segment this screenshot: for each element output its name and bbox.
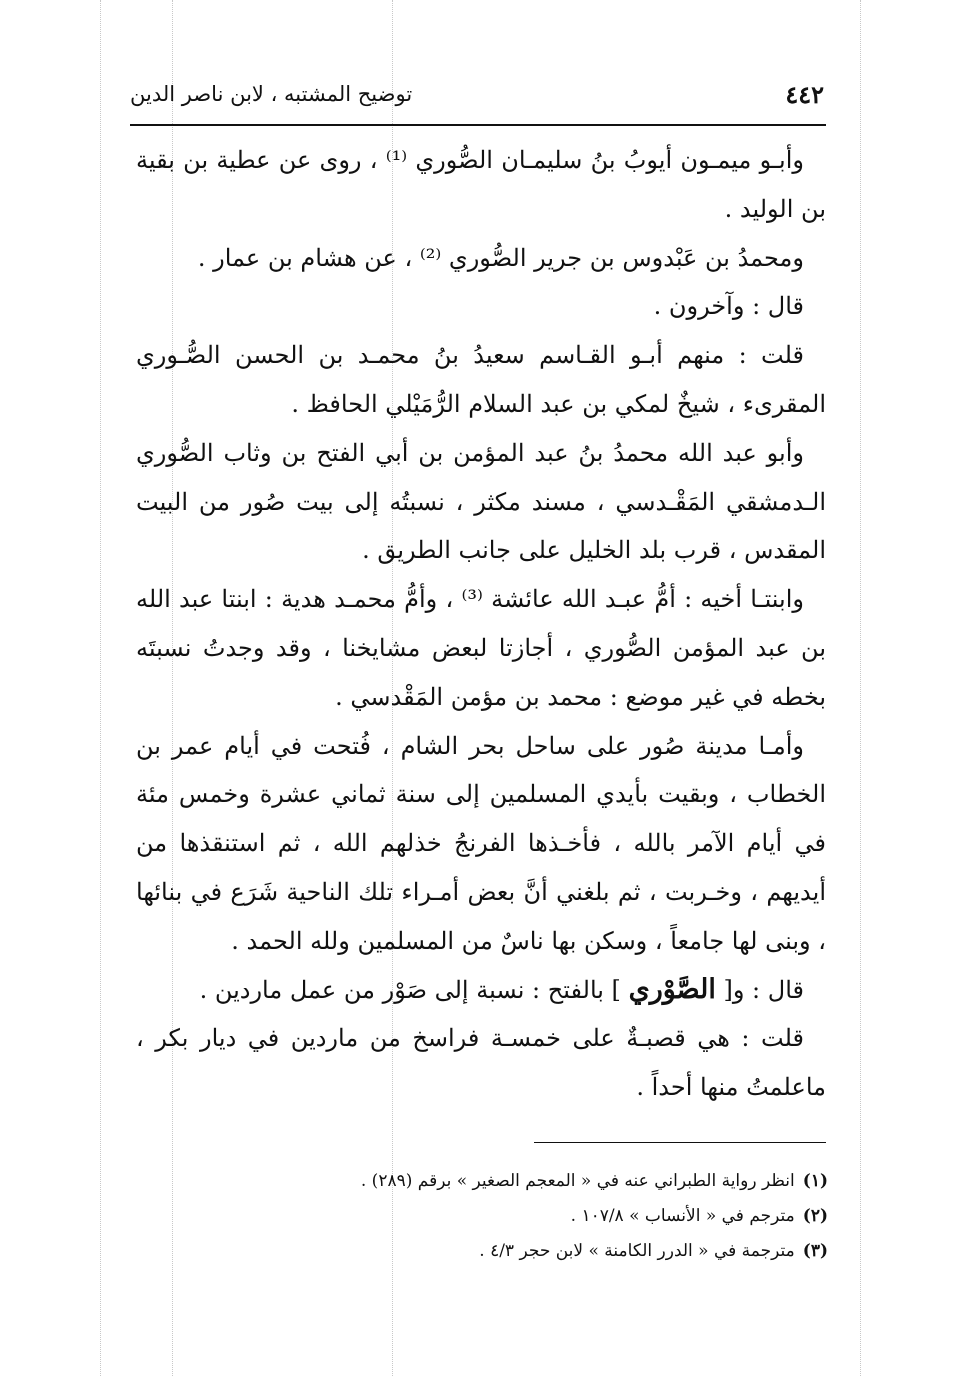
headword-sawri: الصَّوْري xyxy=(628,973,716,1005)
footnote xyxy=(300,1164,828,1199)
qala-prefix: قال : و[ xyxy=(723,975,804,1004)
paragraph: وأبـو ميمـون أيوبُ بنُ سليمـان الصُّوري ⁽¹⁾ ، روى عن عطية بن بقية بن الوليد . xyxy=(136,146,826,223)
running-title: توضيح المشتبه ، لابن ناصر الدين xyxy=(130,82,413,106)
qala-suffix: ] بالفتح : نسبة إلى صَوْر من عمل ماردين . xyxy=(199,975,621,1004)
paragraph: قال : وآخرون . xyxy=(653,292,804,321)
footnote-number: (٣) xyxy=(802,1241,828,1261)
paragraph: وأبو عبد الله محمدُ بنُ عبد المؤمن بن أبي الفتح بن وثاب الصُّوري الـدمشقي المَقْـدسي ، مسند مكثر ، نسبتُه إلى بيت صُور من البيت المقدس ، قرب بلد الخليل على جانب الطريق . xyxy=(136,438,826,565)
footnote-rule xyxy=(534,1142,826,1143)
paragraph: وأمـا مدينة صُور على ساحل بحر الشام ، فُتحت في أيام عمر بن الخطاب ، وبقيت بأيدي المسلمين إلى سنة ثماني عشرة وخمس مئة في أيام الآمر بالله ، فأخـذها الفرنجُ خذلهم الله ، ثم استنقذها من أيديهم ، وخـربت ، ثم بلغني أنَّ بعض أمـراء تلك الناحية شَرَع في بنائها ، وبنى لها جامعاً ، وسكن بها ناسٌ من المسلمين ولله الحمد . xyxy=(136,731,826,955)
page-header xyxy=(130,80,824,120)
paragraph: ومحمدُ بن عَبْدوس بن جرير الصُّوري ⁽²⁾ ، عن هشام بن عمار . xyxy=(197,243,804,272)
footnote-text: مترجم في « الأنساب » ١٠٧/٨ . xyxy=(570,1206,795,1226)
footnote-number: (٢) xyxy=(802,1206,828,1226)
header-rule xyxy=(130,124,826,126)
main-text xyxy=(136,136,826,1112)
paragraph: قلت : منهم أبـو القـاسم سعيدُ بنُ محمـد بن الحسن الصُّـوري المقرىء ، شيخٌ لمكي بن عبد السلام الرُّمَيْلي الحافظ . xyxy=(136,341,826,418)
scan-artifact-line xyxy=(860,0,861,1376)
page-number: ٤٤٢ xyxy=(785,80,824,109)
paragraph-qultu: قلت : هي قصبـةٌ على خمسـة فراسخ من ماردين في ديار بكر ، ماعلمتُ منها أحداً . xyxy=(136,1024,826,1102)
footnote-text: مترجمة في « الدرر الكامنة » لابن حجر ٤/٣ . xyxy=(479,1241,795,1261)
footnote xyxy=(300,1199,828,1234)
footnote xyxy=(300,1234,828,1269)
paragraph: وابنتـا أخيه : أمُّ عبـد الله عائشة ⁽³⁾ ، وأمُّ محمـد هدية : ابنتا عبد الله بن عبد المؤمن الصُّوري ، أجازتا لبعض مشايخنا ، وقد وجدتُ نسبتَه بخطه في غير موضع : محمد بن مؤمن المَقْدسي . xyxy=(136,585,826,711)
footnote-number: (١) xyxy=(802,1171,828,1191)
footnotes xyxy=(300,1164,828,1269)
footnote-text: انظر رواية الطبراني عنه في « المعجم الصغير » برقم (٢٨٩) . xyxy=(360,1171,795,1191)
paragraph-qala xyxy=(136,966,826,1015)
scan-artifact-line xyxy=(100,0,101,1376)
